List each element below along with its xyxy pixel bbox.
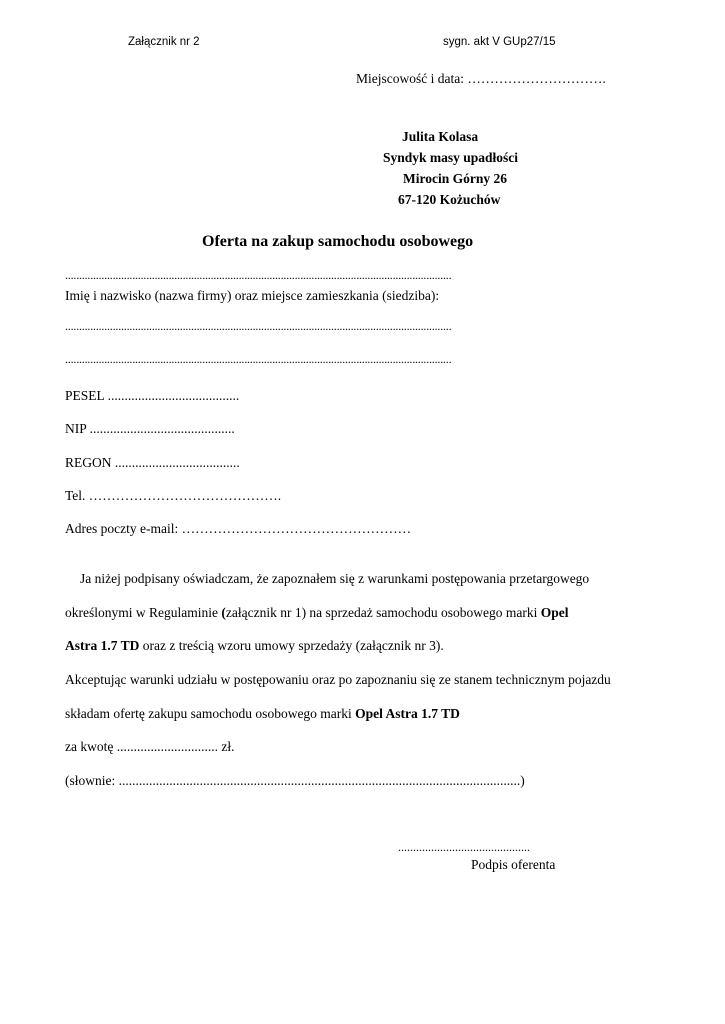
acceptance-line-1: Akceptując warunki udziału w postępowaniu oraz po zapoznaniu się ze stanem technicznym pojazdu [65,672,611,687]
declaration-text: oraz z treścią wzoru umowy sprzedaży (załącznik nr 3). [139,638,444,653]
addressee-role: Syndyk masy upadłości [383,150,519,165]
pesel-field: PESEL ....................................... [65,388,240,403]
tel-field: Tel. ……………………………………. [65,488,282,503]
document-title: Oferta na zakup samochodu osobowego [202,233,474,250]
addressee-city: 67-120 Kożuchów [398,192,501,207]
name-dotted-line-1: .......................................................................................................................................... [65,268,452,282]
acceptance-text: składam ofertę zakupu samochodu osobowego marki [65,706,356,721]
place-date-field: Miejscowość i data: …………………………. [356,71,606,86]
car-make: Opel [540,605,569,620]
addressee-street: Mirocin Górny 26 [403,171,507,186]
car-model-full: Opel Astra 1.7 TD [355,706,460,721]
acceptance-line-2 [65,706,460,722]
case-reference: sygn. akt V GUp27/15 [443,36,556,48]
declaration-line-1: Ja niżej podpisany oświadczam, że zapoznałem się z warunkami postępowania przetargowego [80,571,590,586]
annex-label: Załącznik nr 2 [128,36,200,48]
declaration-line-3 [65,638,444,654]
name-address-label: Imię i nazwisko (nazwa firmy) oraz miejsce zamieszkania (siedziba): [65,288,440,303]
regon-field: REGON ..................................... [65,455,240,470]
nip-field: NIP ........................................... [65,421,235,436]
car-model: Astra 1.7 TD [65,638,140,653]
amount-field: za kwotę .............................. zł. [65,739,235,754]
addressee-name: Julita Kolasa [402,129,479,144]
signature-label: Podpis oferenta [471,857,556,872]
name-dotted-line-3: .......................................................................................................................................... [65,352,452,366]
name-dotted-line-2: .......................................................................................................................................... [65,319,452,333]
declaration-line-2 [65,605,569,621]
signature-line: ............................................ [398,840,530,854]
declaration-paren: ( [221,605,226,620]
amount-words-field: (słownie: .......................................................................................................................) [65,773,525,788]
email-field: Adres poczty e-mail: …………………………………………… [65,521,412,536]
declaration-text: określonymi w Regulaminie [65,605,222,620]
addressee-block [383,126,518,210]
declaration-text: załącznik nr 1) na sprzedaż samochodu osobowego marki [225,605,541,620]
